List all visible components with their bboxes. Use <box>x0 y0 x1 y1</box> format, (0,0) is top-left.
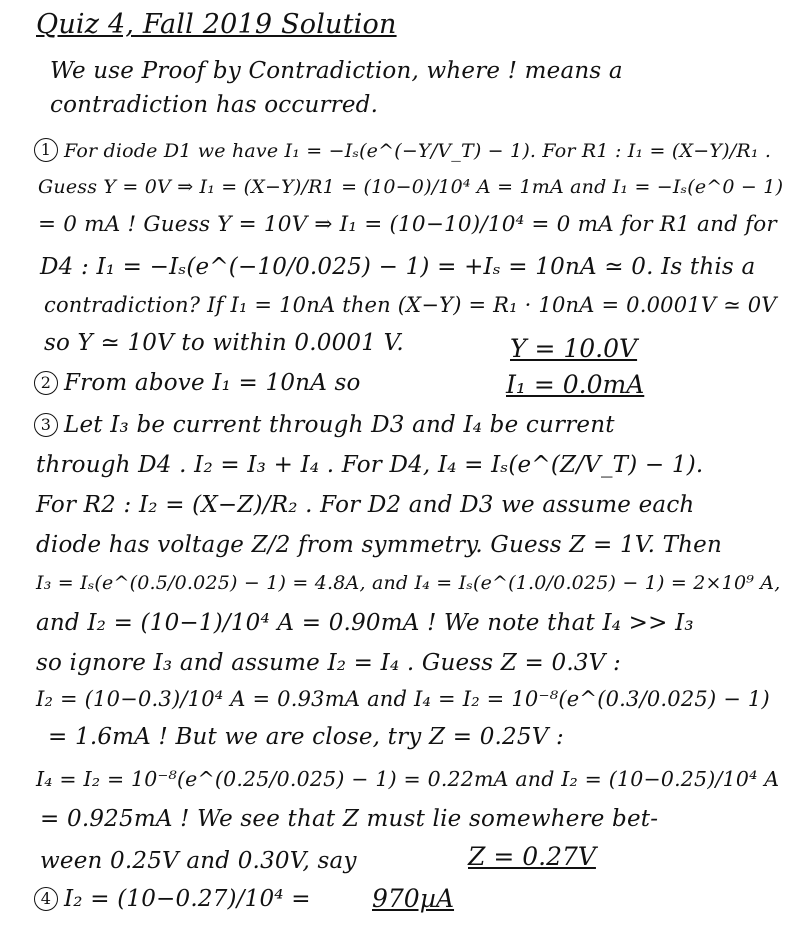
part2-text: From above I₁ = 10nA so <box>64 370 361 396</box>
part3-line-6: and I₂ = (10−1)/10⁴ A = 0.90mA ! We note that I₄ >> I₃ <box>36 610 694 636</box>
part1-answer: Y = 10.0V <box>510 334 638 363</box>
part1-line-4: D4 : I₁ = −Iₛ(e^(−10/0.025) − 1) = +Iₛ = 10nA ≃ 0. Is this a <box>40 254 756 280</box>
page-title: Quiz 4, Fall 2019 Solution <box>36 9 397 40</box>
part4-answer: 970µA <box>372 884 455 913</box>
part1-line-3: = 0 mA ! Guess Y = 10V ⇒ I₁ = (10−10)/10⁴ = 0 mA for R1 and for <box>38 212 777 237</box>
part1-line-6: so Y ≃ 10V to within 0.0001 V. <box>44 330 404 356</box>
part3-line-8: I₂ = (10−0.3)/10⁴ A = 0.93mA and I₄ = I₂ = 10⁻⁸(e^(0.3/0.025) − 1) <box>36 687 770 711</box>
part1-line-2: Guess Y = 0V ⇒ I₁ = (X−Y)/R1 = (10−0)/10⁴ A = 1mA and I₁ = −Iₛ(e^0 − 1) <box>38 176 784 198</box>
part3-text-1: Let I₃ be current through D3 and I₄ be current <box>64 412 615 438</box>
part3-line-2: through D4 . I₂ = I₃ + I₄ . For D4, I₄ = Iₛ(e^(Z/V_T) − 1). <box>36 452 704 478</box>
intro-line-1: We use Proof by Contradiction, where ! means a <box>50 58 623 84</box>
part3-line-1 <box>34 410 615 440</box>
part2-number: 2 <box>34 371 58 395</box>
part4-text: I₂ = (10−0.27)/10⁴ = <box>64 886 311 912</box>
part3-line-10: I₄ = I₂ = 10⁻⁸(e^(0.25/0.025) − 1) = 0.22mA and I₂ = (10−0.25)/10⁴ A <box>36 767 780 791</box>
part3-answer: Z = 0.27V <box>468 842 596 871</box>
part3-line-3: For R2 : I₂ = (X−Z)/R₂ . For D2 and D3 we assume each <box>36 492 695 518</box>
part3-line-5: I₃ = Iₛ(e^(0.5/0.025) − 1) = 4.8A, and I₄ = Iₛ(e^(1.0/0.025) − 1) = 2×10⁹ A, <box>36 572 781 594</box>
part3-line-4: diode has voltage Z/2 from symmetry. Guess Z = 1V. Then <box>36 532 722 558</box>
part3-number: 3 <box>34 413 58 437</box>
part3-line-11: = 0.925mA ! We see that Z must lie somewhere bet- <box>40 806 659 832</box>
part3-line-12: ween 0.25V and 0.30V, say <box>40 848 357 874</box>
part1-number: 1 <box>34 138 58 162</box>
part2-line <box>34 368 361 398</box>
intro-line-2: contradiction has occurred. <box>50 92 379 118</box>
part4-number: 4 <box>34 887 58 911</box>
part1-text-1: For diode D1 we have I₁ = −Iₛ(e^(−Y/V_T) − 1). For R1 : I₁ = (X−Y)/R₁ . <box>64 140 772 162</box>
part2-answer: I₁ = 0.0mA <box>506 370 645 399</box>
part3-line-9: = 1.6mA ! But we are close, try Z = 0.25V : <box>48 724 564 750</box>
part1-line-1 <box>34 136 771 166</box>
part3-line-7: so ignore I₃ and assume I₂ = I₄ . Guess Z = 0.3V : <box>36 650 621 676</box>
part1-line-5: contradiction? If I₁ = 10nA then (X−Y) = R₁ · 10nA = 0.0001V ≃ 0V <box>44 293 777 317</box>
part4-line <box>34 884 311 914</box>
